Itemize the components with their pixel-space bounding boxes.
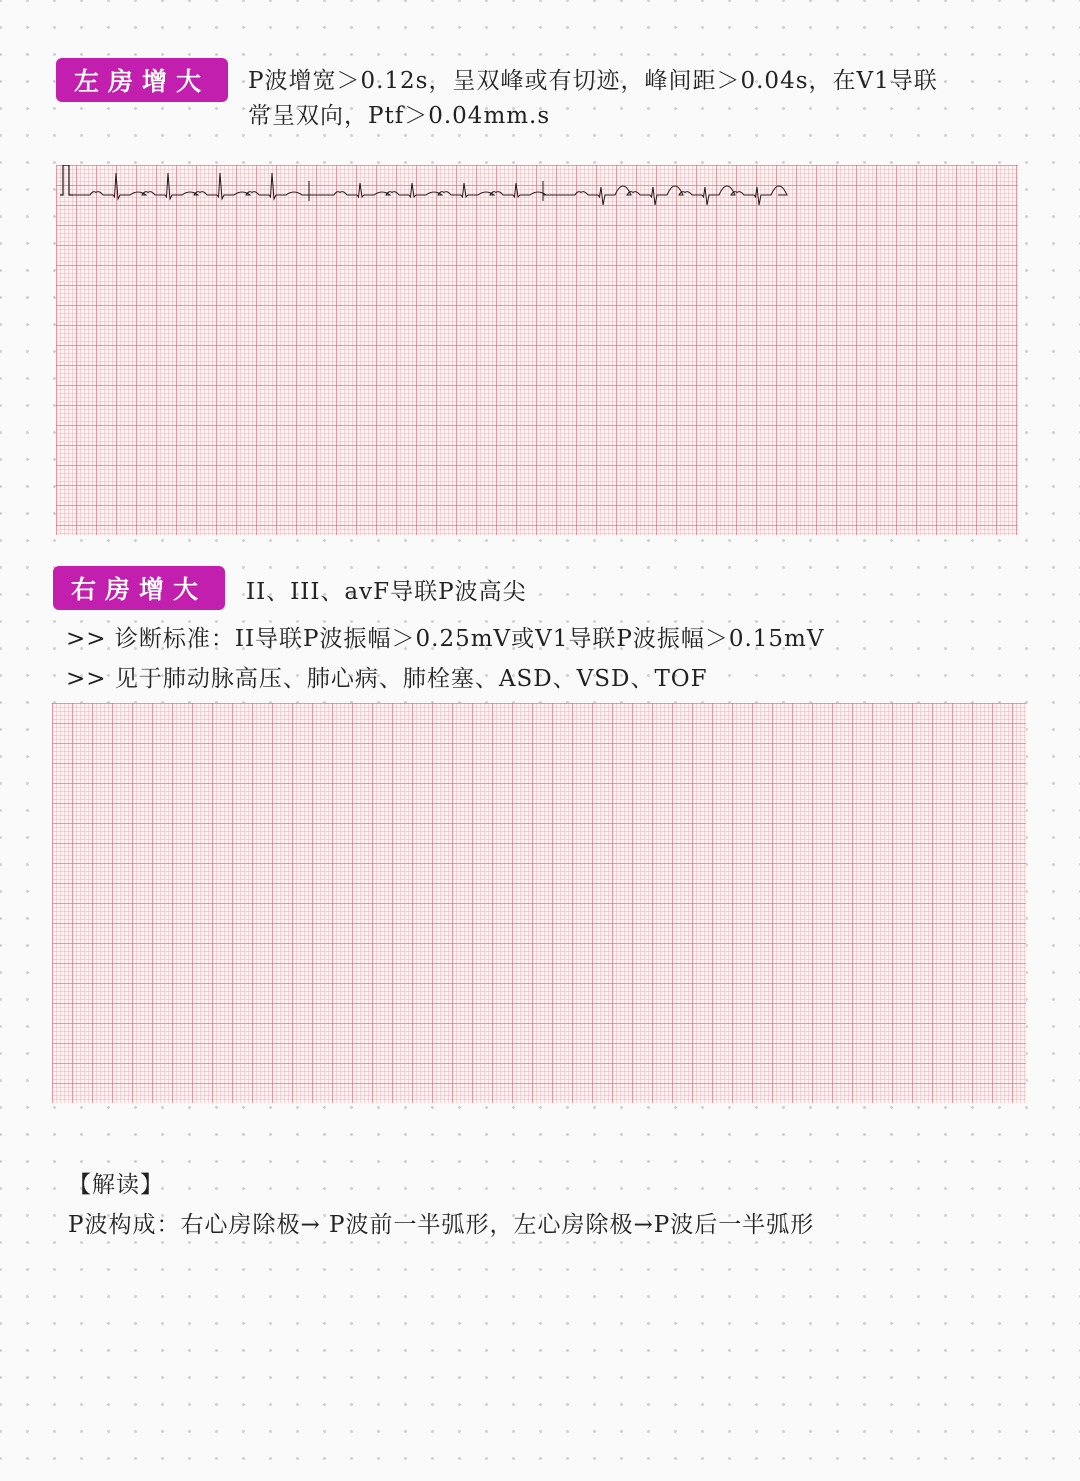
ecg-trace xyxy=(72,173,309,199)
ecg-trace xyxy=(543,186,787,205)
reading-text: P波构成：右心房除极→ P波前一半弧形，左心房除极→P波后一半弧形 xyxy=(68,1212,815,1238)
ecg-trace xyxy=(309,183,546,197)
badge-left-atrial-enlargement: 左房增大 xyxy=(56,58,228,102)
calibration-pulse xyxy=(60,165,73,195)
section2-seen-in: >> 见于肺动脉高压、肺心病、肺栓塞、ASD、VSD、TOF xyxy=(66,666,708,692)
ecg-strip-left-atrial xyxy=(56,165,1018,535)
section1-desc-line1: P波增宽＞0.12s，呈双峰或有切迹，峰间距＞0.04s，在V1导联 xyxy=(248,68,938,94)
reading-heading: 【解读】 xyxy=(68,1172,164,1198)
section2-desc-line1: II、III、avF导联P波高尖 xyxy=(246,579,527,605)
section2-diagnostic-criteria: >> 诊断标准：II导联P波振幅＞0.25mV或V1导联P波振幅＞0.15mV xyxy=(66,626,825,652)
badge-right-atrial-enlargement: 右房增大 xyxy=(53,566,225,610)
ecg-strip-right-atrial xyxy=(52,703,1026,1103)
section1-desc-line2: 常呈双向，Ptf＞0.04mm.s xyxy=(248,103,551,129)
